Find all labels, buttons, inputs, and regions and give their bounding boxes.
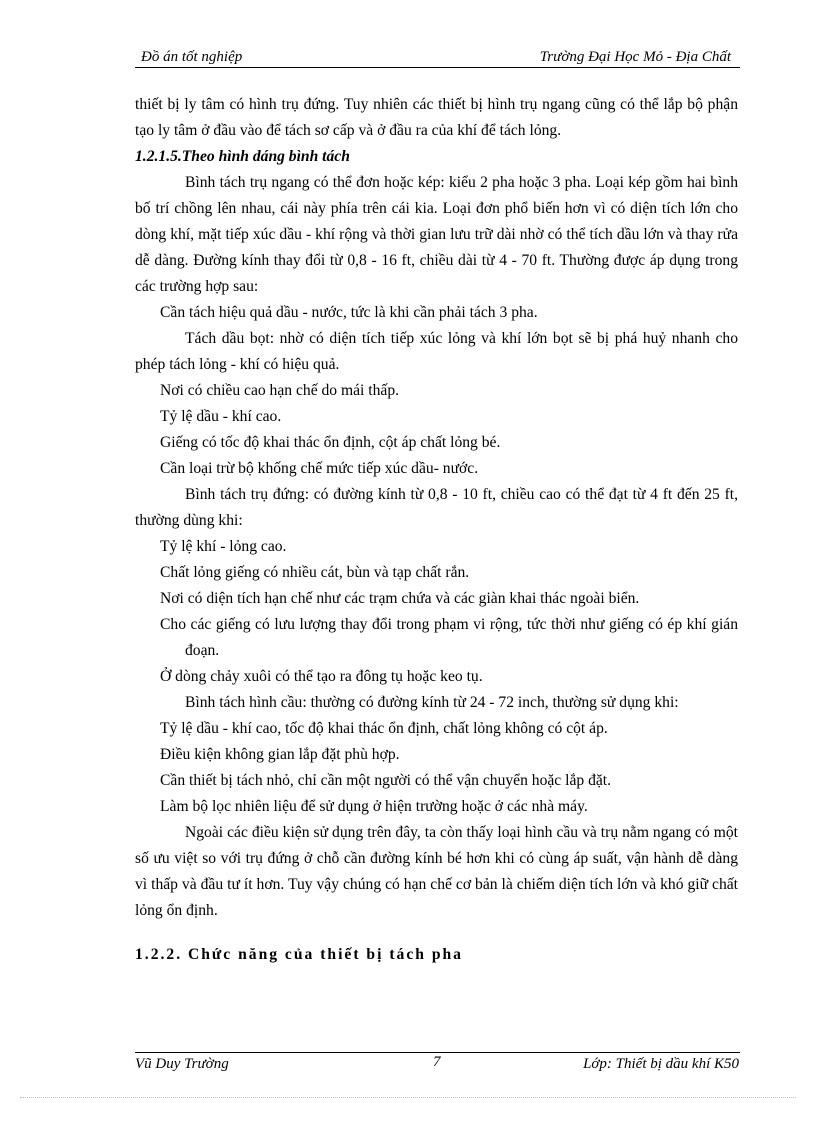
section-heading: 1.2.2. Chức năng của thiết bị tách pha [135,946,463,963]
list-item: Nơi có diện tích hạn chế như các trạm chứa và các giàn khai thác ngoài biển. [160,590,640,607]
document-body [135,92,738,968]
page-edge-divider [20,1097,796,1098]
paragraph: thiết bị ly tâm có hình trụ đứng. Tuy nhiên các thiết bị hình trụ ngang cũng có thể lắp bộ phận tạo ly tâm ở đầu vào để tách sơ cấp và ở đầu ra của khí để tách lỏng. [135,96,738,139]
list-item: Cần tách hiệu quả dầu - nước, tức là khi cần phải tách 3 pha. [160,304,538,321]
header-left-text: Đồ án tốt nghiệp [141,49,243,65]
subsection-heading: 1.2.1.5.Theo hình dáng bình tách [135,148,350,165]
footer-divider [135,1052,740,1053]
list-item: Nơi có chiều cao hạn chế do mái thấp. [160,382,400,399]
footer-class: Lớp: Thiết bị dầu khí K50 [583,1056,739,1072]
header-right-text: Trường Đại Học Mỏ - Địa Chất [539,49,731,65]
paragraph: Bình tách trụ ngang có thể đơn hoặc kép: kiểu 2 pha hoặc 3 pha. Loại kép gồm hai bình bố trí chồng lên nhau, cái này phía trên cái kia. Loại đơn phổ biến hơn vì có diện tích lớn cho dòng khí, mặt tiếp xúc dầu - khí rộng và thời gian lưu trữ dài nhờ có thể tích dầu lớn và thay rửa dễ dàng. Đường kính thay đổi từ 0,8 - 16 ft, chiều dài từ 4 - 70 ft. Thường được áp dụng trong các trường hợp sau: [135,174,738,295]
list-item: Tỷ lệ dầu - khí cao. [160,408,282,425]
list-item: Giếng có tốc độ khai thác ổn định, cột áp chất lỏng bé. [160,434,501,451]
footer-author: Vũ Duy Trường [135,1056,229,1072]
paragraph: Ngoài các điều kiện sử dụng trên đây, ta còn thấy loại hình cầu và trụ nằm ngang có một số ưu việt so với trụ đứng ở chỗ cần đường kính bé hơn khi có cùng áp suất, vận hành dễ dàng vì thấp và đầu tư ít hơn. Tuy vậy chúng có hạn chế cơ bản là chiếm diện tích lớn và khó giữ chất lỏng ổn định. [135,824,738,919]
list-item: Cho các giếng có lưu lượng thay đổi trong phạm vi rộng, tức thời như giếng có ép khí gián đoạn. [160,616,738,659]
list-item: Cần loại trừ bộ khống chế mức tiếp xúc dầu- nước. [160,460,479,477]
list-item: Chất lỏng giếng có nhiều cát, bùn và tạp chất rắn. [160,564,470,581]
paragraph: Bình tách trụ đứng: có đường kính từ 0,8 - 10 ft, chiều cao có thể đạt từ 4 ft đến 25 ft, thường dùng khi: [135,486,738,529]
list-item: Tỷ lệ khí - lỏng cao. [160,538,287,555]
list-item: Điều kiện không gian lắp đặt phù hợp. [160,746,400,763]
paragraph: Bình tách hình cầu: thường có đường kính từ 24 - 72 inch, thường sử dụng khi: [185,694,679,711]
list-item: Ở dòng chảy xuôi có thể tạo ra đông tụ hoặc keo tụ. [160,668,483,685]
page-number: 7 [433,1054,441,1070]
header-divider [135,67,740,68]
list-item: Tỷ lệ dầu - khí cao, tốc độ khai thác ổn định, chất lỏng không có cột áp. [160,720,608,737]
paragraph: Tách dầu bọt: nhờ có diện tích tiếp xúc lỏng và khí lớn bọt sẽ bị phá huỷ nhanh cho phép tách lỏng - khí có hiệu quả. [135,330,738,373]
list-item: Làm bộ lọc nhiên liệu để sử dụng ở hiện trường hoặc ở các nhà máy. [160,798,588,815]
list-item: Cần thiết bị tách nhỏ, chỉ cần một người có thể vận chuyển hoặc lắp đặt. [160,772,612,789]
